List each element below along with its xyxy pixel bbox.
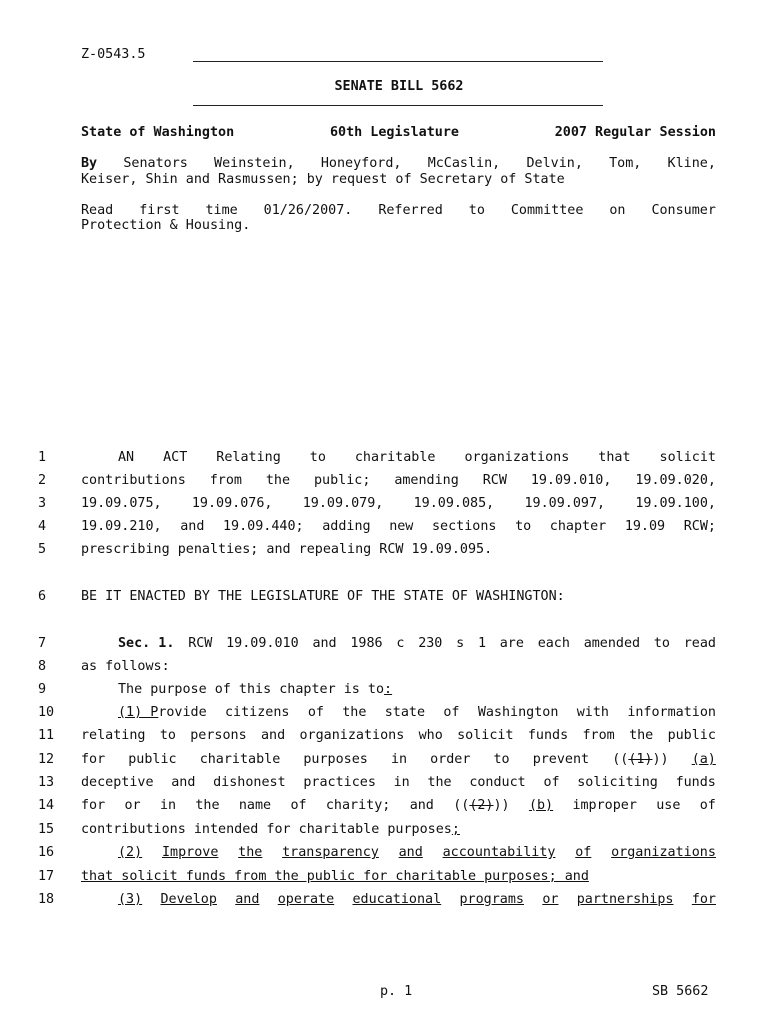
word: charity;: [325, 798, 391, 813]
purpose-text: The purpose of this chapter is to: [118, 682, 385, 697]
sponsor-word: Senators: [123, 156, 188, 171]
inserted-word: partnerships: [576, 892, 674, 907]
word: chapter: [549, 519, 607, 534]
word: from: [582, 728, 615, 743]
bill-line-11: [81, 728, 716, 743]
word: and: [180, 519, 205, 534]
word: each: [537, 636, 570, 651]
session-name: 2007 Regular Session: [554, 125, 716, 140]
word: of: [543, 775, 560, 790]
sponsor-word: Tom,: [609, 156, 642, 171]
word: contributions: [81, 473, 186, 488]
word: organizations: [299, 728, 405, 743]
line-number: 6: [38, 589, 47, 604]
inserted-word: transparency: [282, 845, 379, 860]
inserted-word: Improve: [161, 845, 219, 860]
bill-line-16: [81, 845, 716, 860]
word: AN: [118, 450, 135, 465]
bill-line-5: prescribing penalties; and repealing RCW 19.09.095.: [81, 542, 493, 557]
word: solicit: [457, 728, 514, 743]
word: ACT: [163, 450, 188, 465]
word: dishonest: [213, 775, 286, 790]
word: conduct: [469, 775, 526, 790]
word: name: [238, 798, 272, 813]
word: public: [667, 728, 716, 743]
word: the: [342, 705, 367, 720]
legislature-name: 60th Legislature: [329, 125, 459, 140]
word: 19.09.010,: [530, 473, 612, 488]
read-line-2: Protection & Housing.: [81, 218, 251, 233]
purpose-text: contributions intended for charitable purposes: [81, 822, 452, 837]
inserted-word: Develop: [160, 892, 217, 907]
word: in: [393, 775, 410, 790]
line-number: 12: [38, 752, 55, 767]
inserted-text: (b): [528, 798, 554, 813]
word: 19.09.210,: [81, 519, 162, 534]
word: read: [683, 636, 716, 651]
word: and: [409, 798, 434, 813]
inserted-word: and: [235, 892, 260, 907]
bill-line-14: [81, 798, 716, 813]
bill-reference: SB 5662: [652, 984, 709, 999]
word: 19.09.097,: [524, 496, 606, 511]
bill-line-4: [81, 519, 716, 534]
read-word: Committee: [510, 203, 584, 218]
word: the: [195, 798, 220, 813]
word: improper: [572, 798, 637, 813]
bill-title: SENATE BILL 5662: [334, 79, 464, 94]
word: for: [81, 752, 106, 767]
word: use: [656, 798, 681, 813]
word: deceptive: [81, 775, 154, 790]
word: of: [699, 798, 716, 813]
inserted-text: (1) P: [118, 705, 159, 720]
line-number: 5: [38, 542, 47, 557]
bill-line-10: [81, 705, 716, 720]
word: solicit: [659, 450, 716, 465]
inserted-word: operate: [277, 892, 335, 907]
bill-line-8: as follows:: [81, 659, 170, 674]
deleted-text: (2): [469, 798, 494, 813]
word: the: [427, 775, 452, 790]
line-number: 11: [38, 728, 55, 743]
inserted-word: educational: [352, 892, 442, 907]
word: 19.09.020,: [635, 473, 716, 488]
deletion-close: )): [652, 752, 669, 767]
word: charitable: [199, 752, 281, 767]
word: Washington: [477, 705, 559, 720]
read-word: first: [139, 203, 180, 218]
word: to: [159, 728, 176, 743]
word: of: [307, 705, 324, 720]
word: new: [389, 519, 414, 534]
section-heading: Sec. 1.: [118, 636, 175, 651]
word: rovide: [158, 705, 207, 720]
word: prevent: [532, 752, 590, 767]
deleted-text: (1): [628, 752, 653, 767]
word: sections: [431, 519, 497, 534]
line-number: 4: [38, 519, 47, 534]
document-code: Z-0543.5: [81, 47, 146, 62]
word: and: [312, 636, 337, 651]
bill-line-9: [118, 682, 392, 697]
word: adding: [322, 519, 371, 534]
bill-line-7: [81, 636, 716, 651]
read-line-1: [81, 203, 716, 218]
word: soliciting: [577, 775, 658, 790]
word: s: [456, 636, 465, 651]
word: information: [627, 705, 716, 720]
inserted-text: :: [384, 682, 393, 697]
word: to: [493, 752, 510, 767]
inserted-word: accountability: [442, 845, 556, 860]
read-word: Referred: [378, 203, 443, 218]
word: 19.09.085,: [413, 496, 495, 511]
header-rule-bottom: [193, 105, 603, 106]
sponsor-word: Delvin,: [526, 156, 583, 171]
line-number: 1: [38, 450, 47, 465]
line-number: 3: [38, 496, 47, 511]
word: 19.09.440;: [223, 519, 304, 534]
state-name: State of Washington: [81, 125, 235, 140]
word: of: [443, 705, 460, 720]
sponsor-word: Kline,: [667, 156, 716, 171]
line-number: 2: [38, 473, 47, 488]
header-rule-top: [193, 61, 603, 62]
word: 19.09.079,: [302, 496, 384, 511]
inserted-word: of: [575, 845, 592, 860]
sponsor-word: Honeyford,: [320, 156, 402, 171]
word: and: [261, 728, 286, 743]
word: 1986: [350, 636, 383, 651]
word: to: [653, 636, 670, 651]
inserted-word: the: [238, 845, 263, 860]
line-number: 10: [38, 705, 55, 720]
word: public: [128, 752, 177, 767]
by-label: By: [81, 156, 98, 171]
word: RCW;: [683, 519, 716, 534]
word: 19.09.076,: [191, 496, 273, 511]
word: c: [396, 636, 405, 651]
read-word: on: [609, 203, 626, 218]
read-word: Read: [81, 203, 114, 218]
word: public;: [313, 473, 371, 488]
word: who: [418, 728, 443, 743]
word: 230: [418, 636, 443, 651]
word: practices: [303, 775, 376, 790]
enacting-clause: BE IT ENACTED BY THE LEGISLATURE OF THE STATE OF WASHINGTON:: [81, 589, 565, 604]
word: persons: [190, 728, 247, 743]
deletion-open: ((: [453, 798, 470, 813]
word: to: [515, 519, 532, 534]
bill-line-2: [81, 473, 716, 488]
word: amending: [394, 473, 459, 488]
word: and: [171, 775, 196, 790]
word: the: [629, 728, 654, 743]
word: citizens: [225, 705, 290, 720]
word: that: [598, 450, 631, 465]
inserted-word: (2): [118, 845, 143, 860]
word: charitable: [354, 450, 436, 465]
line-number: 17: [38, 869, 55, 884]
word: funds: [527, 728, 569, 743]
word: with: [576, 705, 609, 720]
bill-line-3: [81, 496, 716, 511]
word: state: [384, 705, 426, 720]
read-word: Consumer: [651, 203, 716, 218]
word: 19.09.100,: [635, 496, 716, 511]
word: 19.09.075,: [81, 496, 162, 511]
word: 1: [477, 636, 486, 651]
word: the: [265, 473, 291, 488]
bill-line-15: [81, 822, 460, 837]
word: of: [290, 798, 307, 813]
sponsor-word: Weinstein,: [214, 156, 295, 171]
inserted-word: and: [398, 845, 423, 860]
bill-line-13: [81, 775, 716, 790]
line-number: 15: [38, 822, 55, 837]
deletion-close: )): [493, 798, 510, 813]
inserted-word: organizations: [611, 845, 716, 860]
word: RCW: [188, 636, 213, 651]
word: are: [499, 636, 524, 651]
word: from: [209, 473, 242, 488]
word: 19.09.010: [226, 636, 299, 651]
sponsors-line-1: [81, 156, 716, 171]
inserted-word: programs: [459, 892, 524, 907]
inserted-text: (a): [691, 752, 716, 767]
word: organizations: [464, 450, 570, 465]
word: amended: [583, 636, 641, 651]
word: Relating: [216, 450, 281, 465]
line-number: 16: [38, 845, 55, 860]
bill-line-17: that solicit funds from the public for charitable purposes; and: [81, 869, 589, 884]
line-number: 14: [38, 798, 55, 813]
sponsors-line-2: Keiser, Shin and Rasmussen; by request of Secretary of State: [81, 172, 565, 187]
deletion-open: ((: [612, 752, 629, 767]
line-number: 9: [38, 682, 47, 697]
inserted-text: ;: [451, 822, 460, 837]
word: to: [309, 450, 326, 465]
read-word: to: [468, 203, 485, 218]
word: in: [390, 752, 408, 767]
line-number: 8: [38, 659, 47, 674]
word: in: [159, 798, 177, 813]
sponsor-word: McCaslin,: [427, 156, 501, 171]
line-number: 13: [38, 775, 55, 790]
inserted-word: or: [542, 892, 559, 907]
word: relating: [81, 728, 146, 743]
bill-line-1: [81, 450, 716, 465]
bill-line-12: [81, 752, 716, 767]
bill-line-18: [81, 892, 716, 907]
word: or: [124, 798, 141, 813]
word: order: [430, 752, 471, 767]
inserted-word: for: [691, 892, 716, 907]
word: RCW: [482, 473, 507, 488]
word: for: [81, 798, 106, 813]
read-word: 01/26/2007.: [263, 203, 353, 218]
line-number: 18: [38, 892, 55, 907]
read-word: time: [205, 203, 238, 218]
inserted-word: (3): [118, 892, 143, 907]
word: funds: [675, 775, 716, 790]
word: 19.09: [624, 519, 666, 534]
word: purposes: [303, 752, 368, 767]
line-number: 7: [38, 636, 47, 651]
session-line: [81, 125, 716, 140]
page-number: p. 1: [380, 984, 413, 999]
